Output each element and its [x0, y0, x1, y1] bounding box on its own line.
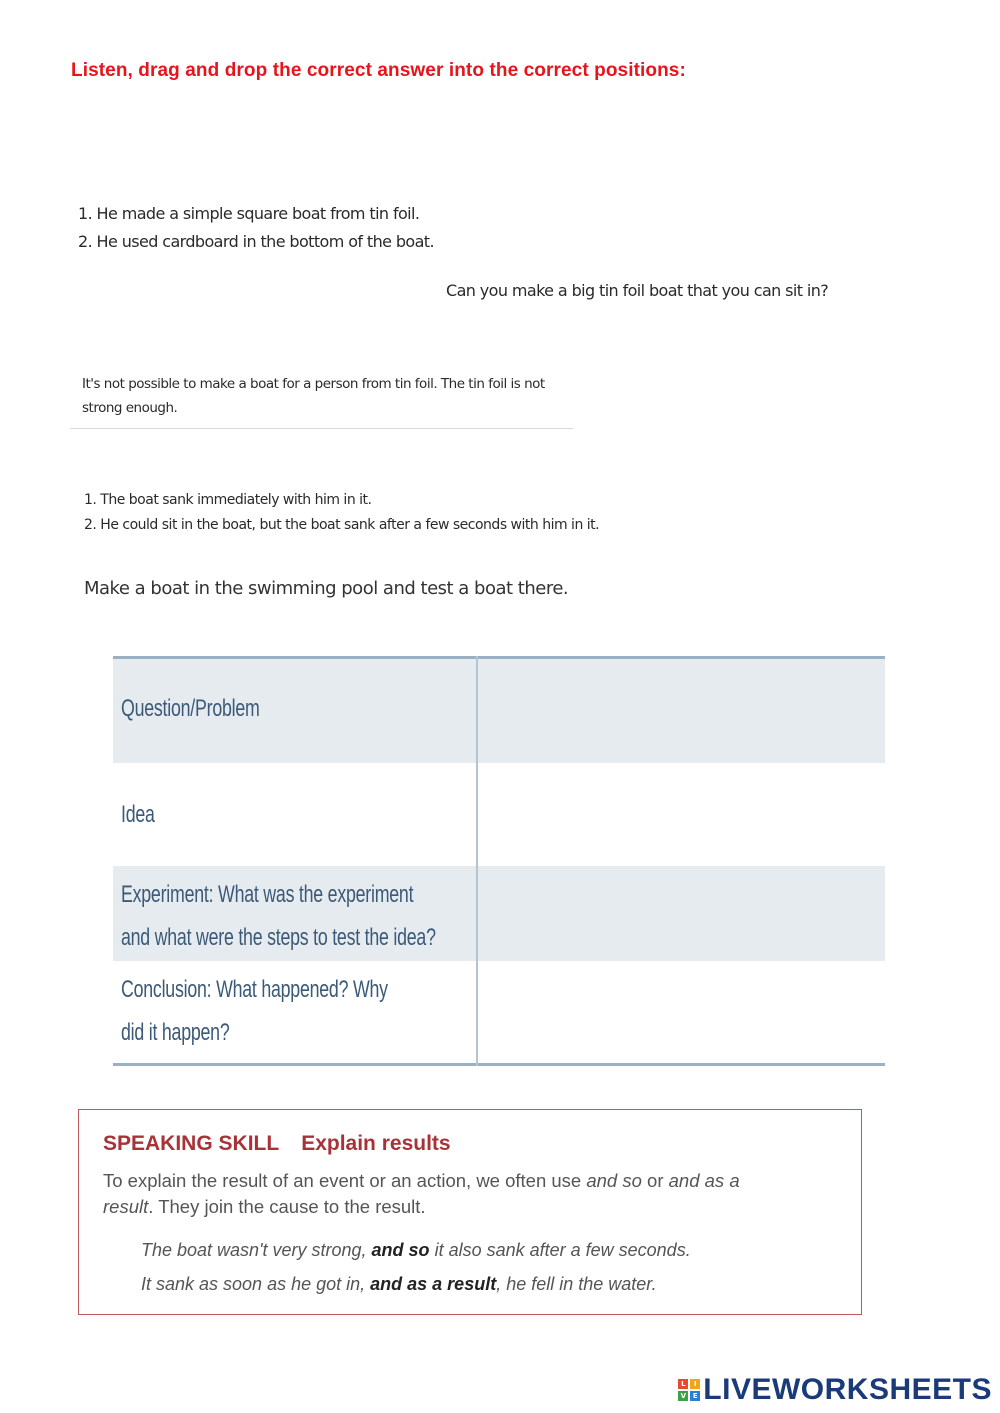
drag-item-idea[interactable] — [70, 366, 573, 429]
logo-letter-e: E — [690, 1391, 700, 1401]
conclusion-line-2: 2. He could sit in the boat, but the boat sank after a few seconds with him in it. — [84, 517, 600, 533]
logo-mark-icon — [678, 1379, 700, 1401]
experiment-step-1: 1. He made a simple square boat from tin foil. — [78, 204, 420, 223]
speaking-skill-explanation: To explain the result of an event or an action, we often use and so or and as a result. They join the cause to the result. — [103, 1170, 740, 1217]
speaking-skill-example-2: It sank as soon as he got in, and as a result, he fell in the water. — [141, 1274, 657, 1294]
row-label-experiment: Experiment: What was the experiment and what were the steps to test the idea? — [121, 881, 436, 951]
drag-item-question[interactable]: Can you make a big tin foil boat that you can sit in? — [446, 281, 829, 300]
liveworksheets-logo — [678, 1373, 992, 1407]
logo-letter-i: I — [690, 1379, 700, 1389]
drag-item-experiment-steps[interactable] — [78, 200, 434, 256]
speaking-skill-box — [78, 1109, 862, 1315]
speaking-skill-example-1: The boat wasn't very strong, and so it also sank after a few seconds. — [141, 1240, 691, 1260]
drag-item-make-boat[interactable]: Make a boat in the swimming pool and test a boat there. — [84, 578, 569, 599]
idea-text-line-1: It's not possible to make a boat for a person from tin foil. The tin foil is not — [82, 376, 545, 392]
table-row-question — [113, 656, 885, 766]
drop-zone-conclusion[interactable] — [477, 961, 885, 1063]
table-column-divider — [476, 656, 478, 1066]
table-row-experiment — [113, 866, 885, 961]
row-label-conclusion: Conclusion: What happened? Why did it happen? — [121, 976, 388, 1046]
speaking-skill-heading: SPEAKING SKILL Explain results — [103, 1132, 451, 1155]
experiment-step-2: 2. He used cardboard in the bottom of the boat. — [78, 232, 434, 251]
scientific-method-table — [113, 656, 885, 1066]
logo-letter-l: L — [678, 1379, 688, 1389]
table-row-idea — [113, 763, 885, 866]
drop-zone-idea[interactable] — [477, 763, 885, 866]
drop-zone-question[interactable] — [477, 659, 885, 763]
row-label-question: Question/Problem — [121, 695, 260, 722]
logo-wordmark: LIVEWORKSHEETS — [703, 1373, 992, 1406]
conclusion-line-1: 1. The boat sank immediately with him in it. — [84, 492, 372, 508]
table-row-conclusion — [113, 961, 885, 1066]
instruction-heading: Listen, drag and drop the correct answer into the correct positions: — [71, 60, 686, 81]
drag-item-conclusion[interactable] — [84, 488, 599, 538]
idea-text-line-2: strong enough. — [82, 400, 178, 416]
drop-zone-experiment[interactable] — [477, 866, 885, 961]
row-label-idea: Idea — [121, 801, 155, 828]
logo-letter-v: V — [678, 1391, 688, 1401]
